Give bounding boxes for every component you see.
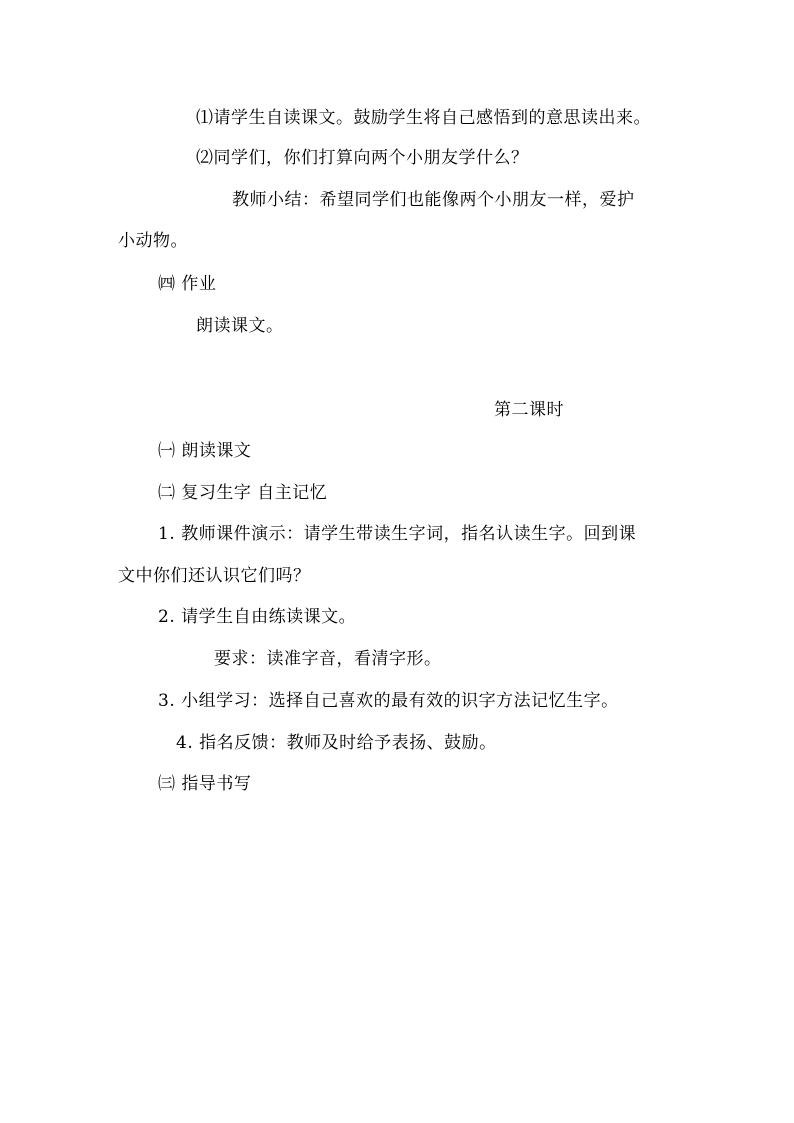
paragraph-teacher-summary: 教师小结：希望同学们也能像两个小朋友一样，爱护: [232, 190, 635, 210]
section-heading-review: ㈡ 复习生字 自主记忆: [158, 483, 328, 503]
paragraph-read-aloud: 朗读课文。: [196, 316, 284, 336]
section-heading-writing: ㈢ 指导书写: [158, 774, 252, 794]
section-heading-read-text: ㈠ 朗读课文: [158, 441, 252, 461]
section-heading-homework: ㈣ 作业: [158, 274, 217, 294]
paragraph-self-reading: ⑴请学生自读课文。鼓励学生将自己感悟到的意思读出来。: [196, 108, 651, 128]
paragraph-requirement: 要求：读准字音，看清字形。: [214, 649, 442, 669]
paragraph-step-2: 2. 请学生自由练读课文。: [158, 607, 357, 627]
paragraph-step-3: 3. 小组学习：选择自己喜欢的最有效的识字方法记忆生字。: [158, 691, 619, 711]
paragraph-step-1-continued: 文中你们还认识它们吗？: [118, 566, 311, 586]
lesson-title: 第二课时: [494, 400, 564, 420]
paragraph-teacher-summary-continued: 小动物。: [118, 231, 188, 251]
paragraph-question: ⑵同学们，你们打算向两个小朋友学什么？: [196, 148, 529, 168]
paragraph-step-4: 4. 指名反馈：教师及时给予表扬、鼓励。: [176, 733, 497, 753]
paragraph-step-1: 1. 教师课件演示：请学生带读生字词，指名认读生字。回到课: [158, 524, 637, 544]
